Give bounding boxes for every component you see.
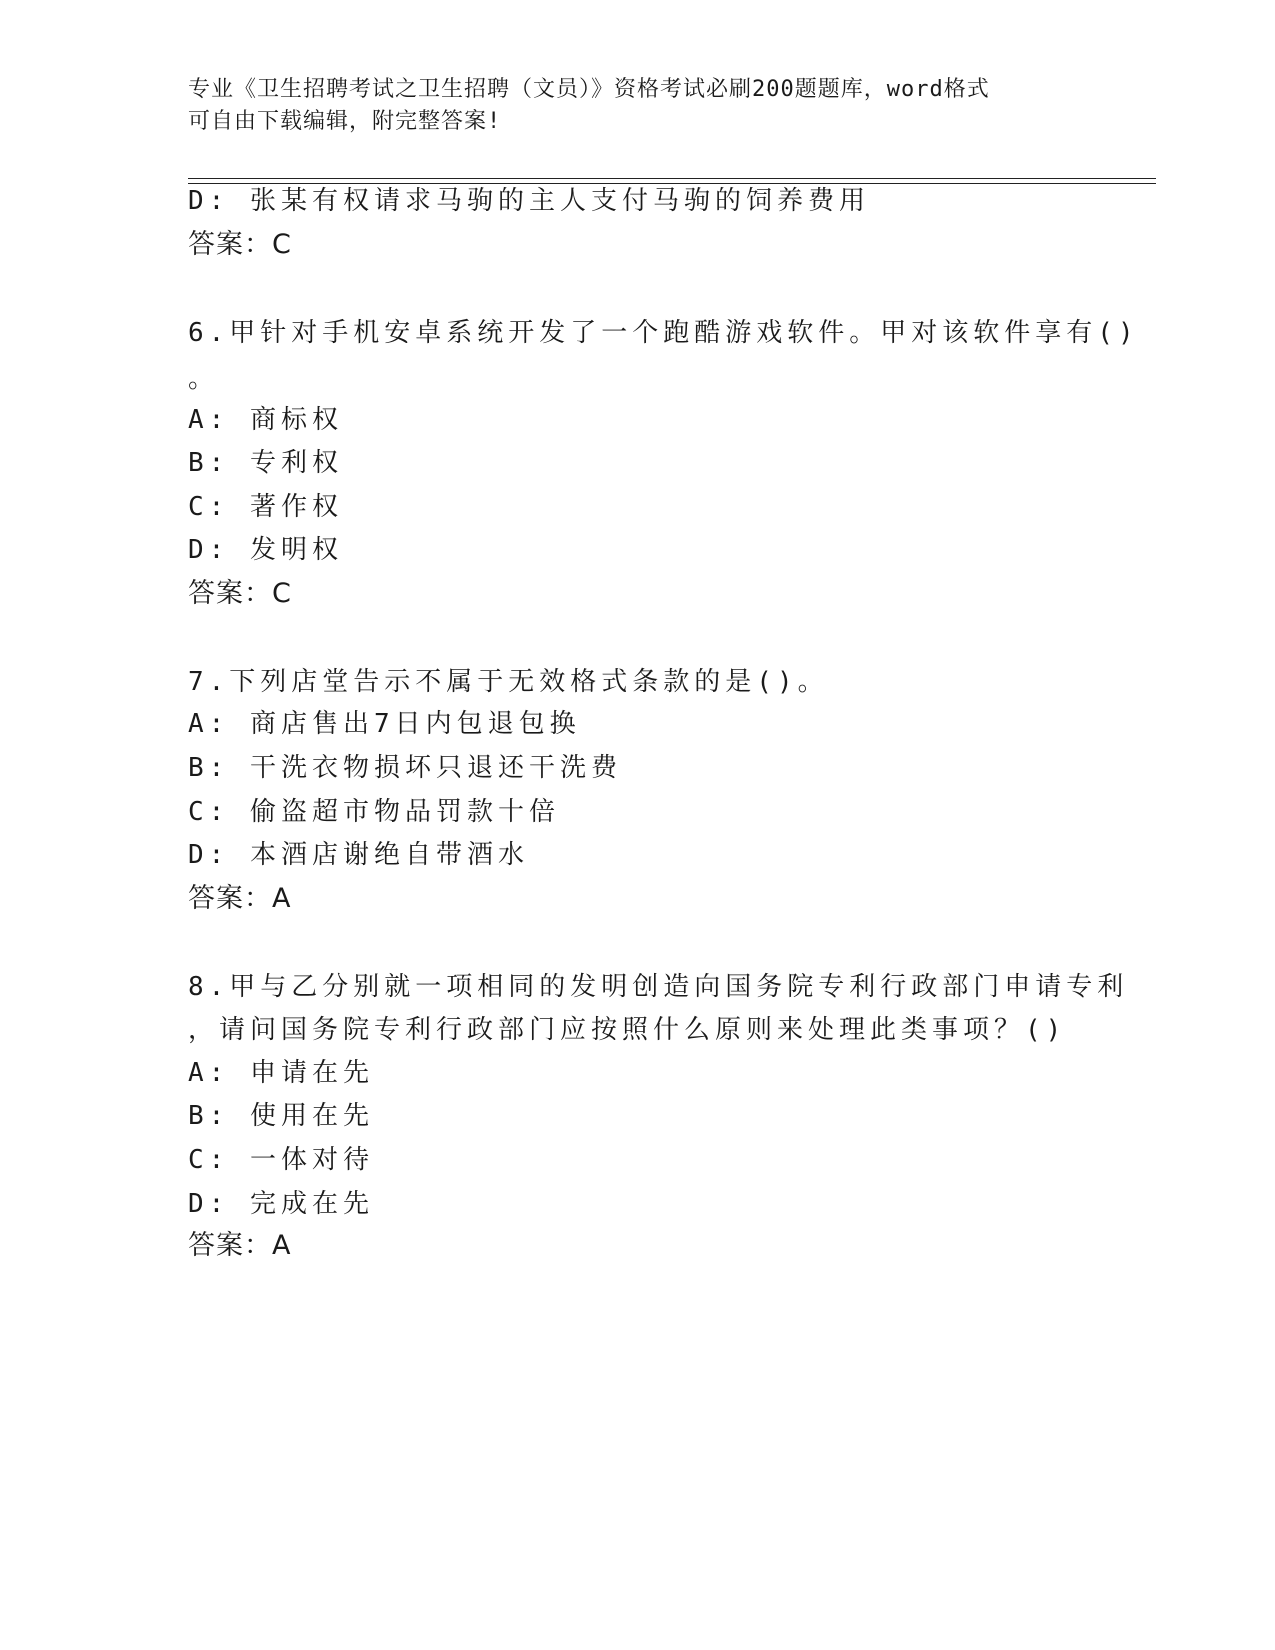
q8-option-a: A: 申请在先 (188, 1058, 374, 1088)
q7-stem-line-1: 7.下列店堂告示不属于无效格式条款的是()。 (188, 667, 829, 697)
q8-option-d: D: 完成在先 (188, 1189, 374, 1219)
q8-option-c: C: 一体对待 (188, 1145, 374, 1175)
q8-stem-line-1: 8.甲与乙分别就一项相同的发明创造向国务院专利行政部门申请专利 (188, 972, 1129, 1002)
q7-option-d: D: 本酒店谢绝自带酒水 (188, 840, 529, 870)
q6-option-b: B: 专利权 (188, 448, 343, 478)
header-title-line-1: 专业《卫生招聘考试之卫生招聘（文员）》资格考试必刷200题题库，word格式 (188, 77, 990, 102)
q7-option-a: A: 商店售出7日内包退包换 (188, 709, 581, 739)
q6-stem-line-2: 。 (188, 364, 220, 394)
q6-option-a: A: 商标权 (188, 405, 343, 435)
prev-question-option-d: D: 张某有权请求马驹的主人支付马驹的饲养费用 (188, 186, 870, 216)
q7-option-b: B: 干洗衣物损坏只退还干洗费 (188, 753, 622, 783)
q6-answer: 答案：C (188, 578, 292, 609)
prev-question-answer: 答案：C (188, 229, 292, 260)
q6-stem-line-1: 6.甲针对手机安卓系统开发了一个跑酷游戏软件。甲对该软件享有() (188, 318, 1139, 348)
q6-option-c: C: 著作权 (188, 492, 343, 522)
document-header (188, 74, 1068, 138)
q6-option-d: D: 发明权 (188, 535, 343, 565)
q8-answer: 答案：A (188, 1230, 292, 1261)
q8-option-b: B: 使用在先 (188, 1101, 374, 1131)
q7-option-c: C: 偷盗超市物品罚款十倍 (188, 797, 560, 827)
q7-answer: 答案：A (188, 883, 292, 914)
header-title-line-2: 可自由下载编辑，附完整答案! (188, 109, 502, 134)
header-divider-top (188, 178, 1156, 179)
q8-stem-line-2: ，请问国务院专利行政部门应按照什么原则来处理此类事项？() (188, 1015, 1067, 1045)
